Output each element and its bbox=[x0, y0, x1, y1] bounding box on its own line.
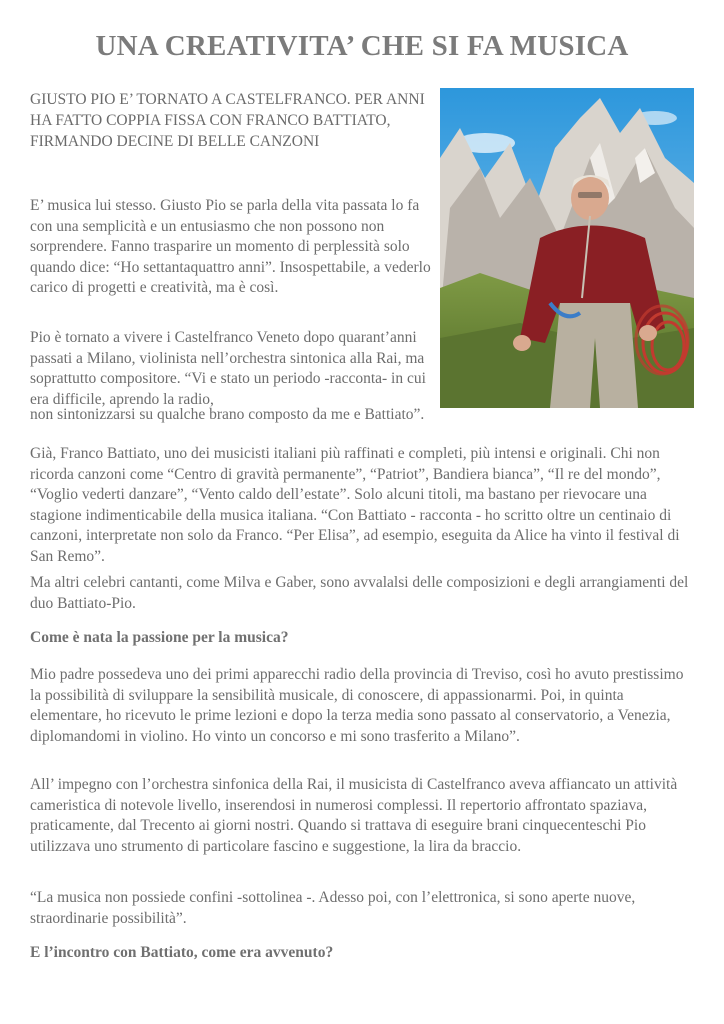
mountain-portrait-illustration bbox=[440, 88, 694, 408]
paragraph-5: Mio padre possedeva uno dei primi apparecchi radio della provincia di Treviso, così ho avuto prestissimo la possibilità di sviluppare la sensibilità musicale, di conoscere, di appassionarmi. Poi, in quinta elementare, ho ricevuto le prime lezioni e dopo la terza media sono passato al conservatorio, a Venezia, diplomandomi in violino. Ho vinto un concorso e mi sono trasferito a Milano”. bbox=[30, 666, 684, 745]
question-heading-1: Come è nata la passione per la musica? bbox=[30, 629, 289, 646]
question-heading-2: E l’incontro con Battiato, come era avvenuto? bbox=[30, 944, 334, 961]
article-subtitle: GIUSTO PIO E’ TORNATO A CASTELFRANCO. PER ANNI HA FATTO COPPIA FISSA CON FRANCO BATTIATO, FIRMANDO DECINE DI BELLE CANZONI bbox=[30, 91, 425, 150]
article-title: UNA CREATIVITA’ CHE SI FA MUSICA bbox=[95, 30, 629, 62]
article-photo bbox=[440, 88, 694, 408]
paragraph-2: Pio è tornato a vivere i Castelfranco Veneto dopo quarant’anni passati a Milano, violinista nell’orchestra sintonica alla Rai, ma soprattutto compositore. “Vi e stato un periodo -racconta- in cui era difficile, aprendo la radio, bbox=[30, 329, 426, 408]
paragraph-4: Ma altri celebri cantanti, come Milva e Gaber, sono avvalalsi delle composizioni e degli arrangiamenti del duo Battiato-Pio. bbox=[30, 574, 689, 612]
paragraph-2-continued: non sintonizzarsi su qualche brano composto da me e Battiato”. bbox=[30, 406, 425, 423]
paragraph-7: “La musica non possiede confini -sottolinea -. Adesso poi, con l’elettronica, si sono aperte nuove, straordinarie possibilità”. bbox=[30, 889, 636, 927]
paragraph-3: Già, Franco Battiato, uno dei musicisti italiani più raffinati e completi, più intensi e originali. Chi non ricorda canzoni come “Centro di gravità permanente”, “Patriot”, Bandiera bianca”, “Il re del mondo”, “Voglio vederti danzare”, “Vento caldo dell’estate”. Solo alcuni titoli, ma bastano per rievocare una stagione indimenticabile della musica italiana. “Con Battiato - racconta - ho scritto oltre un centinaio di canzoni, interpretate non solo da Franco. “Per Elisa”, ad esempio, eseguita da Alice ha vinto il festival di San Remo”. bbox=[30, 445, 680, 565]
paragraph-1: E’ musica lui stesso. Giusto Pio se parla della vita passata lo fa con una semplicità e un entusiasmo che non possono non sorprendere. Fanno trasparire un momento di perplessità solo quando dice: “Ho settantaquattro anni”. Insospettabile, a vederlo carico di progetti e creatività, ma è così. bbox=[30, 197, 431, 296]
paragraph-6: All’ impegno con l’orchestra sinfonica della Rai, il musicista di Castelfranco aveva affiancato un attività cameristica di notevole livello, inserendosi in numerosi complessi. Il repertorio affrontato spaziava, praticamente, dal Trecento ai giorni nostri. Quando si trattava di eseguire brani cinquecenteschi Pio utilizzava uno strumento di particolare fascino e suggestione, la lira da braccio. bbox=[30, 776, 678, 855]
